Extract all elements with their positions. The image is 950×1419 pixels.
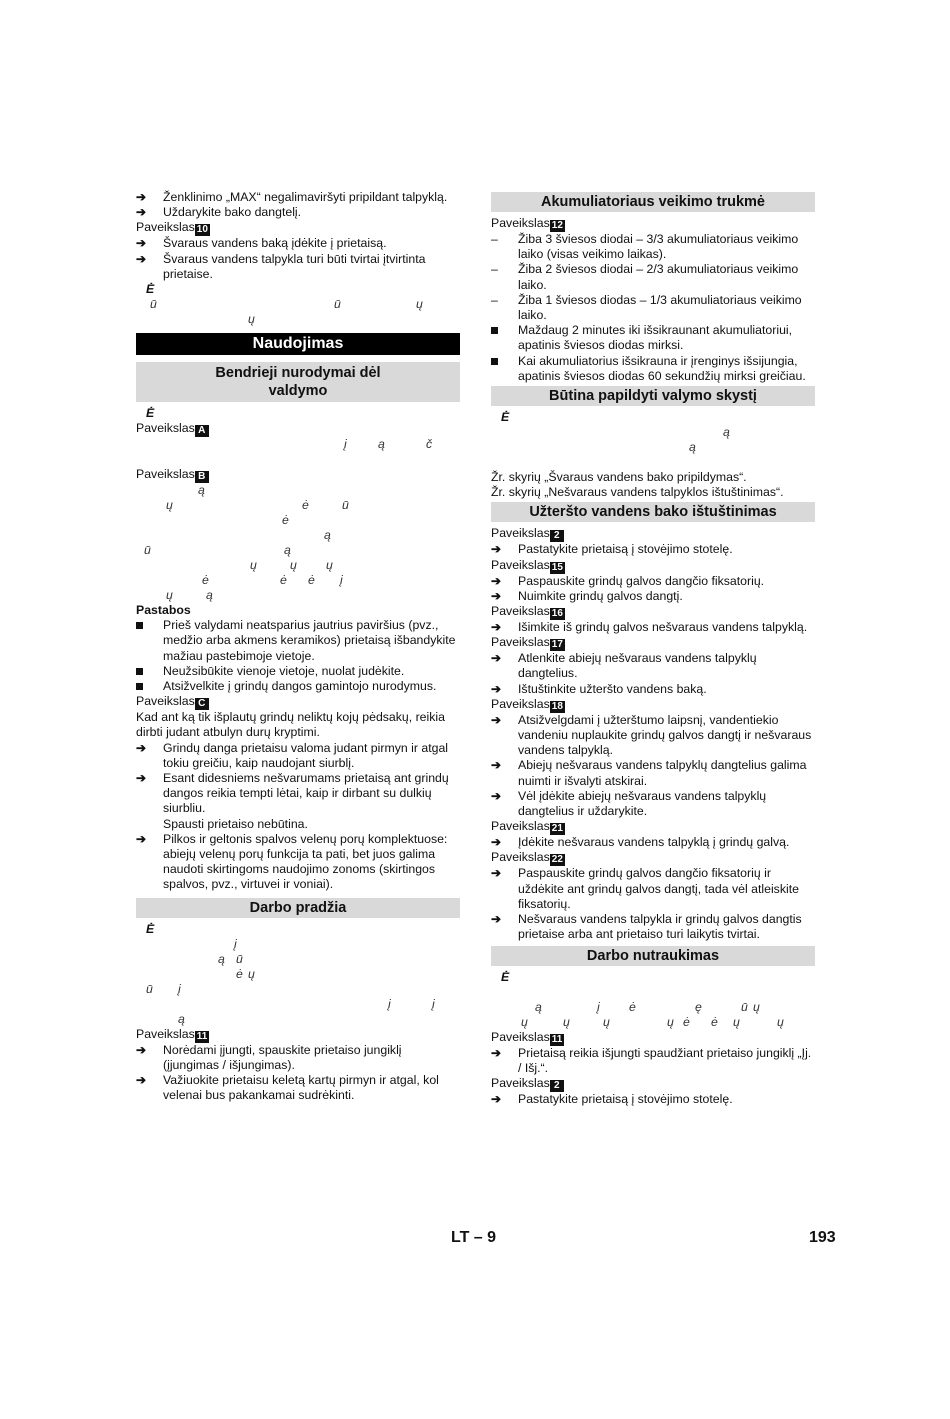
list-item: ➔ Ženklinimo „MAX“ negalimaviršyti pripildant talpyklą. <box>136 190 448 204</box>
section-heading-general: Bendrieji nurodymai dėl valdymo <box>136 362 460 402</box>
list-item: ➔ Švaraus vandens baką įdėkite į prietaisą. <box>136 236 387 251</box>
list-item: ➔ Švaraus vandens talpykla turi būti tvirtai įtvirtinta prietaise. <box>136 251 426 281</box>
bullet-square-icon <box>136 668 143 675</box>
section-heading-start: Darbo pradžia <box>136 898 460 918</box>
missing-glyphs: ą <box>324 528 331 543</box>
figure-number: 12 <box>551 220 563 231</box>
arrow-icon: ➔ <box>491 912 502 927</box>
figure-ref: Paveikslas 2 <box>491 1076 815 1092</box>
warning-symbol: Ė <box>146 921 155 936</box>
list-item: ➔ Nešvaraus vandens talpykla ir grindų galvos dangtis prietaise arba ant prietaiso turi laikytis tvirtai. <box>491 912 802 942</box>
list-item: ➔ Paspauskite grindų galvos dangčio fiksatorių. <box>491 573 765 588</box>
bullet-square-icon <box>491 358 498 365</box>
figure-ref: Paveikslas 12 <box>491 216 563 231</box>
missing-glyphs: į ą č <box>344 437 433 452</box>
reference-line: Žr. skyrių „Nešvaraus vandens talpyklos ištuštinimas“. <box>491 485 784 500</box>
section-heading-stop: Darbo nutraukimas <box>491 946 815 966</box>
figure-ref: Paveikslas 11 <box>491 1029 563 1045</box>
list-item: ➔ Grindų danga prietaisu valoma judant pirmyn ir atgal tokiu greičiu, kaip naudojant siurblį. <box>136 740 449 770</box>
arrow-icon: ➔ <box>136 771 147 786</box>
warning-symbol: Ė <box>146 282 155 297</box>
list-item: Maždaug 2 minutes iki išsikraunant akumuliatoriui, apatinis šviesos diodas mirksi. <box>491 323 815 353</box>
arrow-icon: ➔ <box>491 835 502 850</box>
list-item: ➔ Ištuštinkite užteršto vandens baką. <box>491 681 707 696</box>
list-item: ➔ Įdėkite nešvaraus vandens talpyklą į grindų galvą. <box>491 835 790 850</box>
figure-number: 22 <box>551 854 563 866</box>
list-item: ➔ Pastatykite prietaisą į stovėjimo stotelę. <box>491 542 733 557</box>
list-item: ➔ Važiuokite prietaisu keletą kartų pirmyn ir atgal, kol velenai bus pakankamai sudrėkinti. <box>136 1073 439 1103</box>
dash-icon: – <box>491 232 498 246</box>
missing-glyphs: ė ų <box>236 966 255 981</box>
figure-number: 15 <box>551 561 563 573</box>
section-heading-refill: Būtina papildyti valymo skystį <box>491 386 815 406</box>
left-column <box>136 190 460 1103</box>
figure-number: 21 <box>551 823 563 835</box>
list-item: ➔ Nuimkite grindų galvos dangtį. <box>491 588 683 603</box>
missing-glyphs: ą <box>689 440 696 455</box>
list-item: Atsižvelkite į grindų dangos gamintojo nurodymus. <box>136 679 460 694</box>
list-item: ➔ Išimkite iš grindų galvos nešvaraus vandens talpyklą. <box>491 620 808 635</box>
missing-glyphs: ū ū ų <box>150 297 423 312</box>
arrow-icon: ➔ <box>491 681 502 696</box>
list-item: ➔ Uždarykite bako dangtelį. <box>136 205 302 220</box>
figure-number: 11 <box>551 1033 563 1045</box>
figure-ref: Paveikslas 10 <box>136 220 208 236</box>
page-label: LT – 9 <box>451 1229 497 1246</box>
figure-number: B <box>195 471 209 483</box>
arrow-icon: ➔ <box>491 573 502 588</box>
paragraph: Spausti prietaiso nebūtina. <box>163 816 308 831</box>
missing-glyphs: ų ą <box>166 588 213 603</box>
list-item: ➔ Vėl įdėkite abiejų nešvaraus vandens talpyklų dangtelius ir uždarykite. <box>491 788 767 819</box>
missing-glyphs: ė ė ė į <box>202 573 343 588</box>
missing-glyphs: ą į ė ę ū ų <box>535 999 760 1014</box>
list-item: ➔ Pastatykite prietaisą į stovėjimo stotelę. <box>491 1091 733 1106</box>
arrow-icon: ➔ <box>491 866 502 881</box>
figure-ref: Paveikslas A <box>136 421 460 437</box>
right-column <box>491 190 815 1107</box>
figure-ref: Paveikslas 22 <box>491 850 563 866</box>
figure-ref: Paveikslas 15 <box>491 557 563 573</box>
missing-glyphs: ė <box>282 513 289 528</box>
figure-number: C <box>195 698 209 710</box>
list-item: Kai akumuliatorius išsikrauna ir įrenginys išsijungia, apatinis šviesos diodas 60 sekundžių mirksi greičiau. <box>491 354 815 384</box>
arrow-icon: ➔ <box>491 712 502 727</box>
missing-glyphs: į į <box>388 996 435 1011</box>
missing-glyphs: ų ų ų <box>250 558 333 573</box>
arrow-icon: ➔ <box>136 831 147 846</box>
list-item: ➔ Prietaisą reikia išjungti spaudžiant prietaiso jungiklį „Įj. / Išj.“. <box>491 1045 812 1075</box>
list-item: ➔ Atlenkite abiejų nešvaraus vandens talpyklų dangtelius. <box>491 651 757 681</box>
figure-number: 2 <box>550 1080 564 1092</box>
bullet-square-icon <box>136 683 143 690</box>
arrow-icon: ➔ <box>136 1042 147 1057</box>
arrow-icon: ➔ <box>491 620 502 635</box>
missing-glyphs: ų <box>248 312 255 327</box>
missing-glyphs: ų ų ų ų ė ė ų ų <box>521 1014 784 1029</box>
missing-glyphs: ą <box>198 483 205 498</box>
figure-ref: Paveikslas 16 <box>491 604 563 620</box>
page-number: 193 <box>809 1229 836 1246</box>
list-item: Neužsibūkite vienoje vietoje, nuolat judėkite. <box>136 664 460 679</box>
arrow-icon: ➔ <box>491 588 502 603</box>
figure-ref: Paveikslas 2 <box>491 526 815 542</box>
warning-symbol: Ė <box>146 406 155 421</box>
figure-number: A <box>195 425 209 437</box>
figure-number: 16 <box>551 608 563 620</box>
arrow-icon: ➔ <box>136 740 147 755</box>
arrow-icon: ➔ <box>491 542 502 557</box>
notes-title: Pastabos <box>136 603 191 618</box>
list-item: ➔ Paspauskite grindų galvos dangčio fiksatorių ir uždėkite ant grindų galvos dangtį, tada vėl atleiskite fiksatorių. <box>491 866 799 911</box>
dash-icon: – <box>491 262 498 277</box>
list-item: Prieš valydami neatsparius jautrius paviršius (pvz., medžio arba akmens keramikos) prietaisą išbandykite mažiau pastebimoje vietoje. <box>136 618 460 664</box>
list-item: ➔ Abiejų nešvaraus vandens talpyklų dangtelius galima nuimti ir išvalyti atskirai. <box>491 758 807 788</box>
figure-number: 10 <box>196 224 208 236</box>
arrow-icon: ➔ <box>136 190 147 204</box>
list-item: ➔ Esant didesniems nešvarumams prietaisą ant grindų dangos reikia tempti lėtai, kaip ir dirbant su dulkių siurbliu. <box>136 771 449 816</box>
missing-glyphs: ą <box>178 1011 185 1026</box>
figure-ref: Paveikslas 17 <box>491 635 563 651</box>
arrow-icon: ➔ <box>136 1073 147 1088</box>
bullet-square-icon <box>136 622 143 629</box>
missing-glyphs: ų ė ū <box>166 498 349 513</box>
warning-symbol: Ė <box>501 969 510 984</box>
figure-number: 17 <box>551 639 563 651</box>
figure-number: 11 <box>196 1030 208 1042</box>
spacer <box>491 985 815 1000</box>
list-item: – Žiba 1 šviesos diodas – 1/3 akumuliatoriaus veikimo laiko. <box>491 292 802 323</box>
figure-ref: Paveikslas B <box>136 467 460 483</box>
missing-glyphs: ą <box>723 425 730 440</box>
spacer <box>491 455 815 470</box>
missing-glyphs: ū į <box>146 981 181 996</box>
list-item: – Žiba 3 šviesos diodai – 3/3 akumuliatoriaus veikimo laiko (visas veikimo laikas). <box>491 232 799 262</box>
dash-icon: – <box>491 292 498 307</box>
arrow-icon: ➔ <box>491 1045 502 1060</box>
figure-number: 2 <box>550 530 564 542</box>
spacer <box>136 452 460 467</box>
missing-glyphs: ū ą <box>144 543 291 558</box>
paragraph: Kad ant ką tik išplautų grindų neliktų kojų pėdsakų, reikia dirbti judant atbulyn durų kryptimi. <box>136 710 445 740</box>
arrow-icon: ➔ <box>491 651 502 666</box>
bullet-square-icon <box>491 327 498 334</box>
arrow-icon: ➔ <box>136 205 147 220</box>
missing-glyphs: į <box>234 936 237 951</box>
arrow-icon: ➔ <box>491 1091 502 1106</box>
reference-line: Žr. skyrių „Švaraus vandens bako pripildymas“. <box>491 470 747 485</box>
list-item: ➔ Pilkos ir geltonis spalvos velenų porų komplektuose: abiejų velenų porų funkcija ta pati, bet juos galima naudoti skirtingoms naudojimo zonoms (skirtingos spalvos, pvz., virtuvei ir voniai). <box>136 831 448 892</box>
warning-symbol: Ė <box>501 410 510 425</box>
figure-ref: Paveikslas 21 <box>491 819 563 835</box>
section-heading-empty: Užteršto vandens bako ištuštinimas <box>491 502 815 522</box>
list-item: – Žiba 2 šviesos diodai – 2/3 akumuliatoriaus veikimo laiko. <box>491 262 799 292</box>
figure-ref: Paveikslas C <box>136 694 460 710</box>
arrow-icon: ➔ <box>491 758 502 773</box>
figure-ref: Paveikslas 11 <box>136 1026 208 1042</box>
missing-glyphs: ą ū <box>218 951 243 966</box>
arrow-icon: ➔ <box>491 788 502 803</box>
figure-number: 18 <box>551 700 563 712</box>
arrow-icon: ➔ <box>136 251 147 266</box>
figure-ref: Paveikslas 18 <box>491 696 563 712</box>
list-item: ➔ Norėdami įjungti, spauskite prietaiso jungiklį (įjungimas / išjungimas). <box>136 1042 402 1072</box>
list-item: ➔ Atsižvelgdami į užterštumo laipsnį, vandentiekio vandeniu nuplaukite grindų galvos dangtį ir nešvaraus vandens talpyklą. <box>491 712 812 758</box>
section-heading-usage: Naudojimas <box>136 333 460 355</box>
arrow-icon: ➔ <box>136 236 147 251</box>
section-heading-battery: Akumuliatoriaus veikimo trukmė <box>491 192 815 212</box>
